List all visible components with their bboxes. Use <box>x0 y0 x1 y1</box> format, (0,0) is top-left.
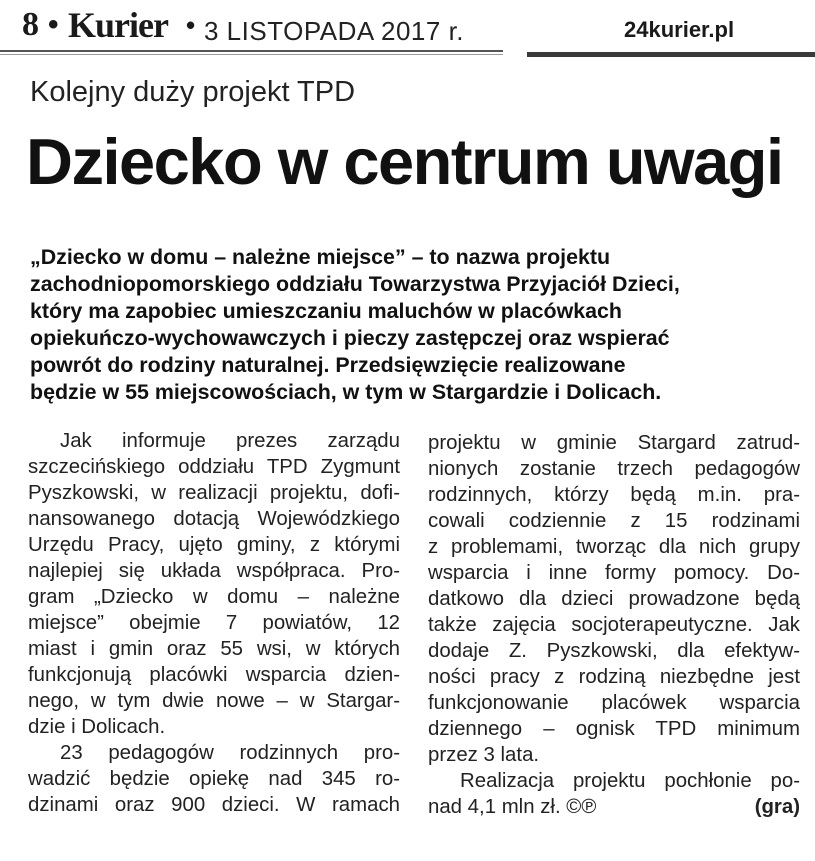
body-line: nansowanego dotacją Wojewódzkiego <box>28 508 400 530</box>
article-lead <box>30 244 810 406</box>
body-line: nionych zostanie trzech pedagogów <box>428 458 800 480</box>
body-line: miejsce” obejmie 7 powiatów, 12 <box>28 612 400 634</box>
body-line: dzinami oraz 900 dzieci. W ramach <box>28 794 400 816</box>
body-line: dziennego – ognisk TPD minimum <box>428 718 800 740</box>
masthead-rule-thick <box>527 52 815 57</box>
issue-date: 3 LISTOPADA 2017 r. <box>204 16 465 46</box>
masthead-separator-2: • <box>186 10 196 40</box>
body-line: dodaje Z. Pyszkowski, dla efektyw- <box>428 640 800 662</box>
website-url: 24kurier.pl <box>624 17 735 42</box>
body-line: cowali codziennie z 15 rodzinami <box>428 510 800 532</box>
lead-line: „Dziecko w domu – należne miejsce” – to nazwa projektu <box>30 245 611 269</box>
body-line: wadzić będzie opiekę nad 345 ro- <box>28 768 400 790</box>
page-number: 8 <box>22 6 39 43</box>
masthead <box>0 0 815 56</box>
article-headline: Dziecko w centrum uwagi <box>26 125 783 198</box>
body-column-left <box>28 428 400 818</box>
body-column-right <box>428 430 800 820</box>
author-byline: (gra) <box>754 796 800 818</box>
masthead-rule <box>0 50 503 52</box>
body-line: szczecińskiego oddziału TPD Zygmunt <box>28 456 400 478</box>
body-line: dzie i Dolicach. <box>28 716 166 738</box>
lead-line: opiekuńczo-wychowawczych i pieczy zastępczej oraz wspierać <box>30 326 670 350</box>
body-line: z problemami, tworząc dla nich grupy <box>428 536 800 558</box>
masthead-separator: • <box>48 8 59 41</box>
body-line: datkowo dla dzieci prowadzone będą <box>428 588 800 610</box>
body-line: nad 4,1 mln zł. ©℗ <box>428 796 597 818</box>
body-line: projektu w gminie Stargard zatrud- <box>428 432 800 454</box>
body-line: Jak informuje prezes zarządu <box>60 430 400 452</box>
body-line: 23 pedagogów rodzinnych pro- <box>60 742 400 764</box>
article-kicker: Kolejny duży projekt TPD <box>30 76 356 108</box>
body-line: funkcjonowanie placówek wsparcia <box>428 692 800 714</box>
body-line: ności pracy z rodziną niezbędne jest <box>428 666 800 688</box>
masthead-rule-thin <box>0 54 503 55</box>
body-line: funkcjonują placówki wsparcia dzien- <box>28 664 400 686</box>
body-line: Pyszkowski, w realizacji projektu, dofi- <box>28 482 400 504</box>
body-line: wsparcia i inne formy pomocy. Do- <box>428 562 800 584</box>
lead-line: powrót do rodziny naturalnej. Przedsięwzięcie realizowane <box>30 353 626 377</box>
body-line: także zajęcia socjoterapeutyczne. Jak <box>428 614 800 636</box>
body-line: przez 3 lata. <box>428 744 540 766</box>
body-line: Realizacja projektu pochłonie po- <box>460 770 800 792</box>
body-line: Urzędu Pracy, ujęto gminy, z którymi <box>28 534 400 556</box>
body-line: rodzinnych, którzy będą m.in. pra- <box>428 484 800 506</box>
body-line: nego, w tym dwie nowe – w Stargar- <box>28 690 400 712</box>
body-line-final <box>428 794 800 820</box>
body-line: najlepiej się układa współpraca. Pro- <box>28 560 400 582</box>
newspaper-name: Kurier <box>68 5 168 45</box>
lead-line: zachodniopomorskiego oddziału Towarzystwa Przyjaciół Dzieci, <box>30 272 680 296</box>
body-line: miast i gmin oraz 55 wsi, w których <box>28 638 400 660</box>
body-line: gram „Dziecko w domu – należne <box>28 586 400 608</box>
lead-line: będzie w 55 miejscowościach, w tym w Stargardzie i Dolicach. <box>30 380 662 404</box>
lead-line: który ma zapobiec umieszczaniu maluchów w placówkach <box>30 299 622 323</box>
